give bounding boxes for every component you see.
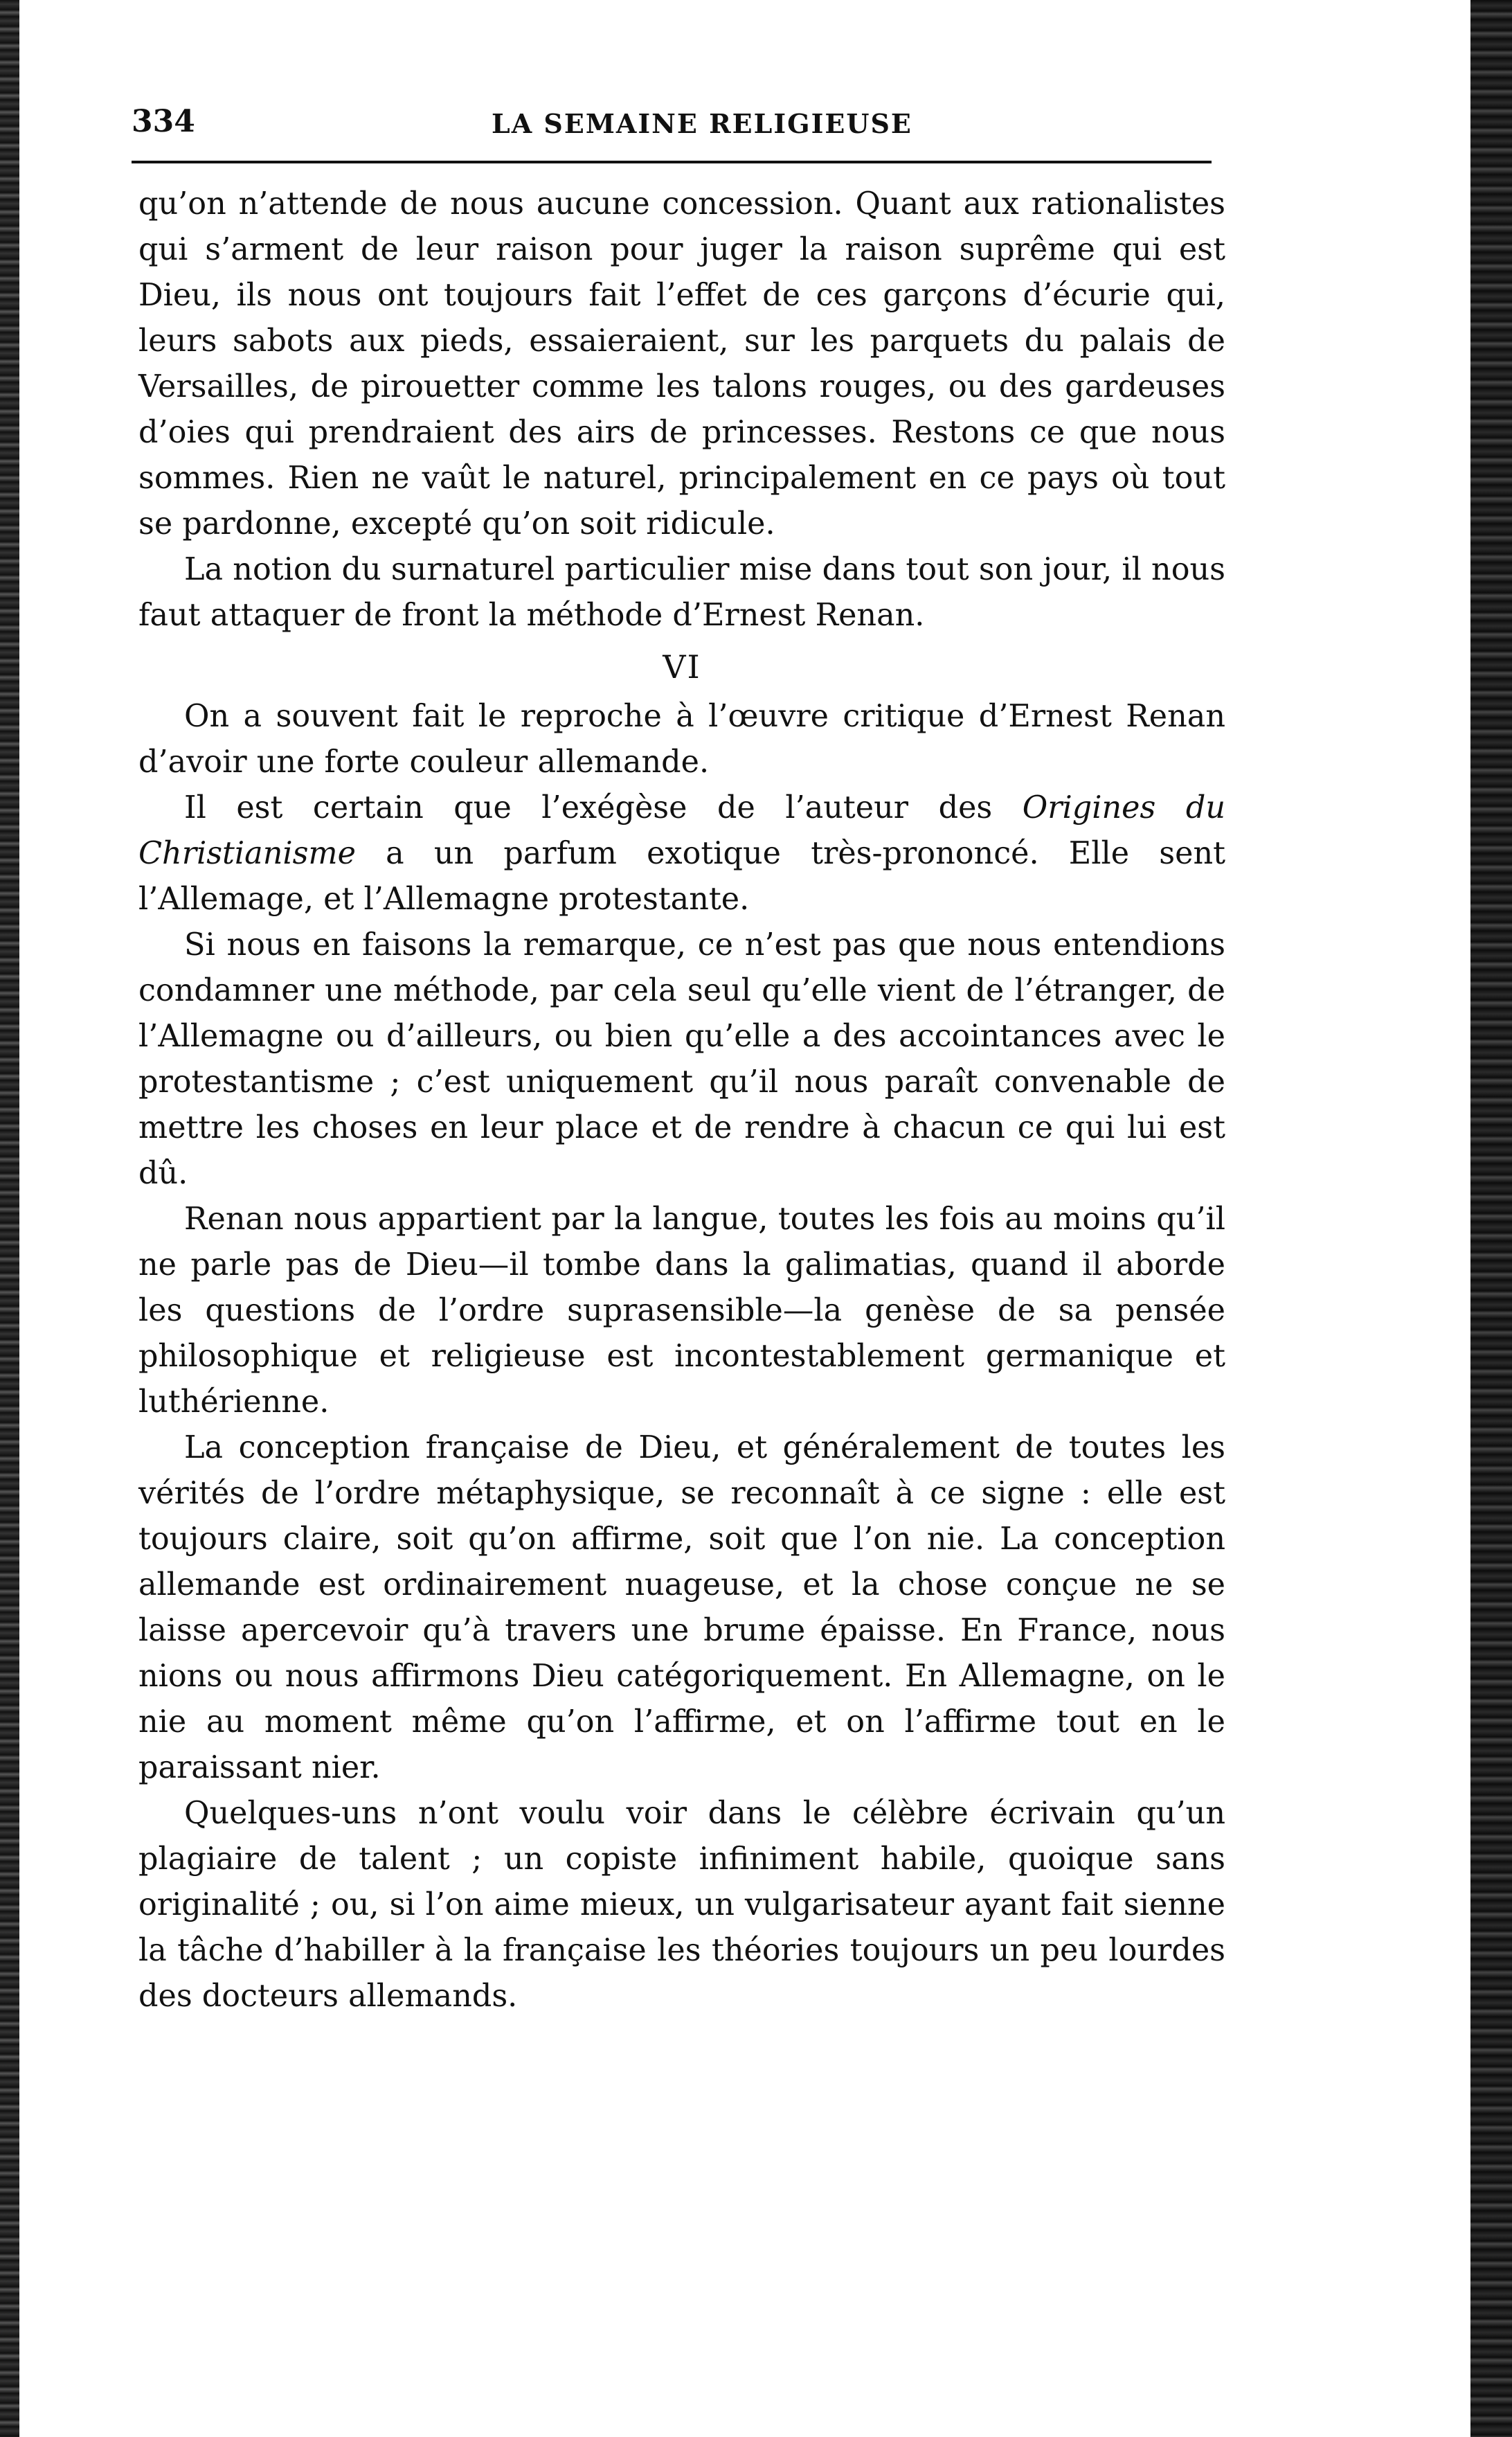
paragraph-continued: qu’on n’attende de nous aucune concession. Quant aux rationalistes qui s’arment de leur raison pour juger la raison suprême qui est Dieu, ils nous ont toujours fait l’effet de ces garçons d’écurie qui, leurs sabots aux pieds, essaieraient, sur les parquets du palais de Versailles, de pirouetter comme les talons rouges, ou des gardeuses d’oies qui prendraient des airs de princesses. Restons ce que nous sommes. Rien ne vaût le naturel, principalement en ce pays où tout se pardonne, excepté qu’on soit ridicule. [138, 186, 1225, 542]
book-title: Origines du Christianisme [138, 790, 1225, 871]
running-title: LA SEMAINE RELIGIEUSE [492, 108, 912, 139]
page-header [132, 104, 1212, 145]
paragraph-text: a un parfum exotique très-prononcé. Elle sent l’Allemage, et l’Allemagne protestante. [138, 836, 1225, 917]
scan-edge-right [1470, 0, 1512, 2437]
section-heading: VI [663, 648, 701, 686]
scan-edge-left [0, 0, 19, 2437]
paragraph: Renan nous appartient par la langue, toutes les fois au moins qu’il ne parle pas de Dieu—il tombe dans la galimatias, quand il aborde les questions de l’ordre suprasensible—la genèse de sa pensée philosophique et religieuse est incontestablement germanique et luthérienne. [138, 1202, 1225, 1420]
header-rule [132, 161, 1212, 163]
paragraph-with-title [138, 785, 1225, 922]
paragraph: Si nous en faisons la remarque, ce n’est pas que nous entendions condamner une méthode, par cela seul qu’elle vient de l’étranger, de l’Allemagne ou d’ailleurs, ou bien qu’elle a des accointances avec le protestantisme ; c’est uniquement qu’il nous paraît convenable de mettre les choses en leur place et de rendre à chacun ce qui lui est dû. [138, 927, 1225, 1191]
paragraph: La notion du surnaturel particulier mise dans tout son jour, il nous faut attaquer de front la méthode d’Ernest Renan. [138, 552, 1225, 633]
paragraph: On a souvent fait le reproche à l’œuvre critique d’Ernest Renan d’avoir une forte couleur allemande. [138, 699, 1225, 780]
paragraph-text: Il est certain que l’exégèse de l’auteur des [184, 790, 1023, 825]
paragraph: La conception française de Dieu, et généralement de toutes les vérités de l’ordre métaphysique, se reconnaît à ce signe : elle est toujours claire, soit qu’on affirme, soit que l’on nie. La conception allemande est ordinairement nuageuse, et la chose conçue ne se laisse apercevoir qu’à travers une brume épaisse. En France, nous nions ou nous affirmons Dieu catégoriquement. En Allemagne, on le nie au moment même qu’on l’affirme, et on l’affirme tout en le paraissant nier. [138, 1430, 1225, 1785]
page-number: 334 [132, 104, 195, 139]
paragraph: Quelques-uns n’ont voulu voir dans le célèbre écrivain qu’un plagiaire de talent ; un copiste infiniment habile, quoique sans originalité ; ou, si l’on aime mieux, un vulgarisateur ayant fait sienne la tâche d’habiller à la française les théories toujours un peu lourdes des docteurs allemands. [138, 1796, 1225, 2014]
page-body [138, 181, 1225, 2019]
